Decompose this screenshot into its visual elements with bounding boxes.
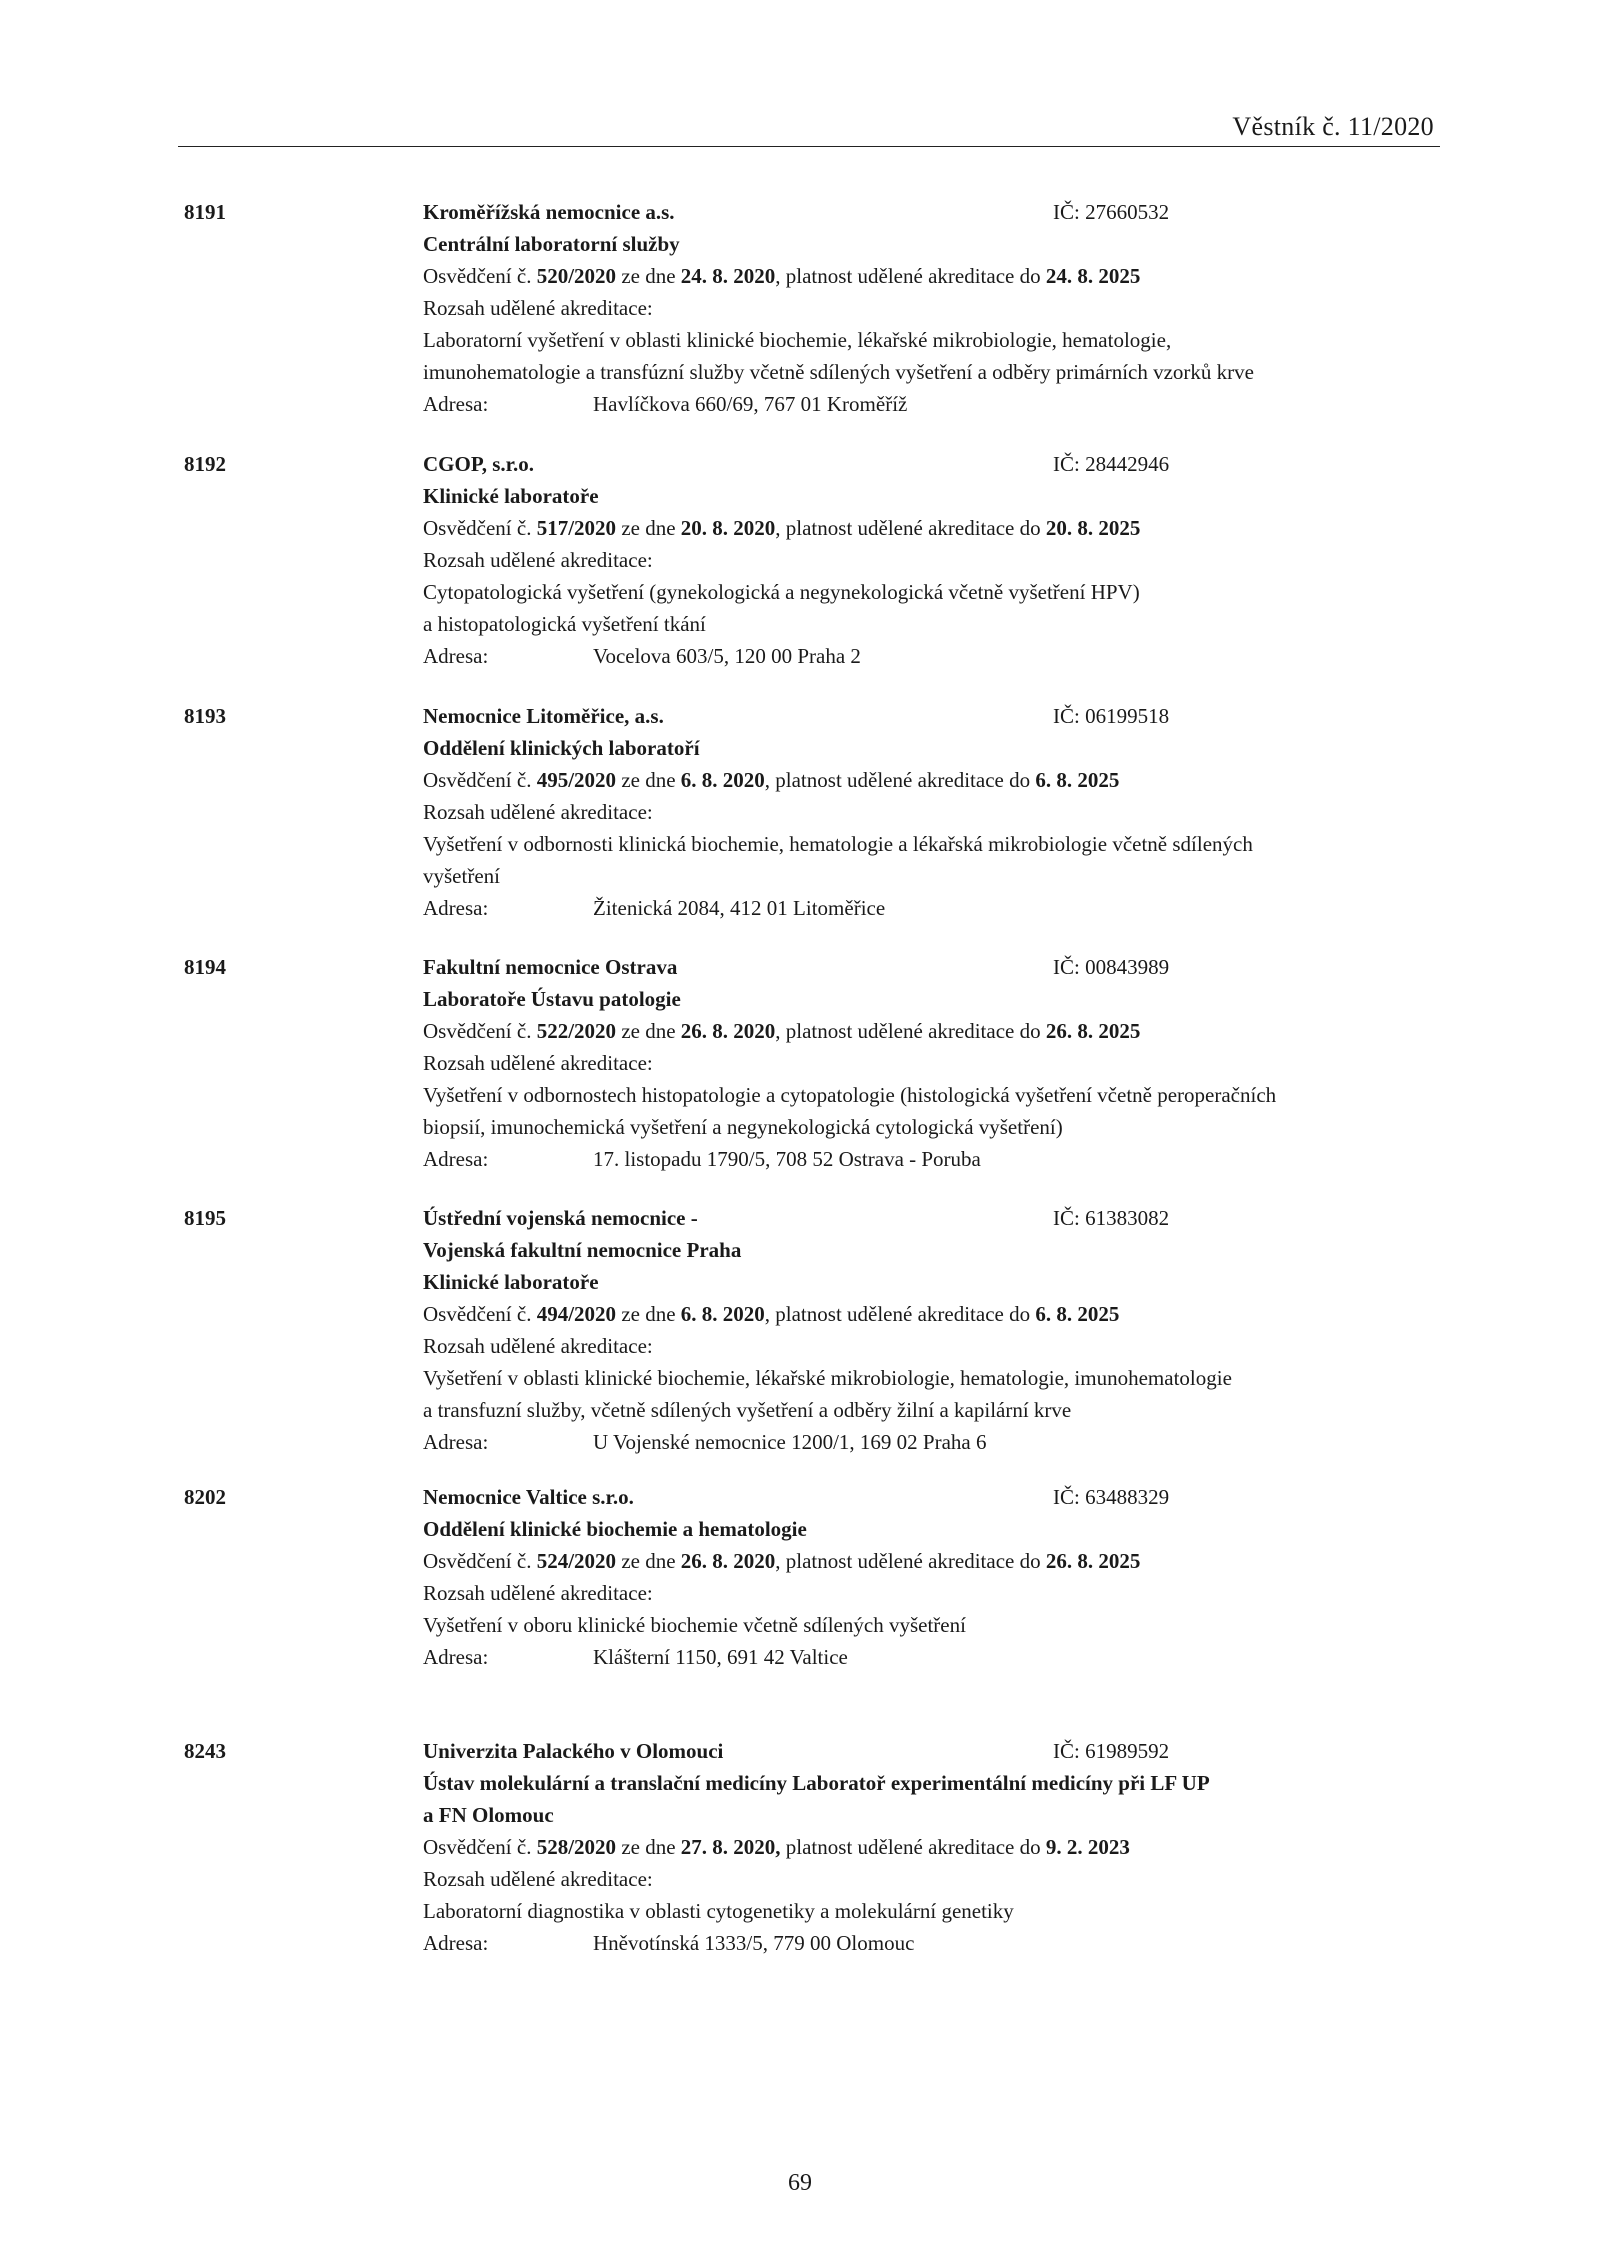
address-row <box>423 892 1423 924</box>
cert-mid: , platnost udělené akreditace do <box>775 1019 1046 1043</box>
cert-date: 24. 8. 2020 <box>680 264 776 288</box>
cert-number: 520/2020 <box>536 264 617 288</box>
scope-text: a histopatologická vyšetření tkání <box>423 612 706 636</box>
address-value: Havlíčkova 660/69, 767 01 Kroměříž <box>593 392 908 416</box>
org-row <box>423 700 1423 732</box>
cert-mid: ze dne <box>616 768 681 792</box>
cert-number: 517/2020 <box>536 516 617 540</box>
entry-number: 8195 <box>184 1206 226 1230</box>
scope-label: Rozsah udělené akreditace: <box>423 1051 653 1075</box>
address-value: Klášterní 1150, 691 42 Valtice <box>593 1645 848 1669</box>
address-value: U Vojenské nemocnice 1200/1, 169 02 Praha 6 <box>593 1430 987 1454</box>
org-name: Fakultní nemocnice Ostrava <box>423 955 678 979</box>
department-line: Centrální laboratorní služby <box>423 232 680 256</box>
address-row <box>423 1426 1423 1458</box>
address-row <box>423 1927 1423 1959</box>
department-line: Klinické laboratoře <box>423 1270 599 1294</box>
scope-text: Laboratorní vyšetření v oblasti klinické biochemie, lékařské mikrobiologie, hematologie, <box>423 328 1172 352</box>
department-line: Ústav molekulární a translační medicíny Laboratoř experimentální medicíny při LF UP <box>423 1771 1210 1795</box>
cert-prefix: Osvědčení č. <box>423 1549 537 1573</box>
cert-mid: ze dne <box>616 1302 681 1326</box>
org-name: Nemocnice Valtice s.r.o. <box>423 1485 634 1509</box>
cert-valid-until: 6. 8. 2025 <box>1035 768 1120 792</box>
certificate-line <box>423 764 1423 796</box>
scope-text: Vyšetření v oboru klinické biochemie včetně sdílených vyšetření <box>423 1613 966 1637</box>
address-value: Žitenická 2084, 412 01 Litoměřice <box>593 896 886 920</box>
scope-label: Rozsah udělené akreditace: <box>423 800 653 824</box>
cert-date: 6. 8. 2020 <box>680 1302 765 1326</box>
entry-body <box>423 700 1423 924</box>
org-row <box>423 1481 1423 1513</box>
entry-number: 8243 <box>184 1739 226 1763</box>
entry-body <box>423 448 1423 672</box>
cert-number: 524/2020 <box>536 1549 617 1573</box>
scope-label: Rozsah udělené akreditace: <box>423 1334 653 1358</box>
address-label: Adresa: <box>423 1645 489 1669</box>
certificate-line <box>423 1015 1423 1047</box>
department-line: a FN Olomouc <box>423 1803 554 1827</box>
entry-body <box>423 1735 1423 1959</box>
cert-mid: ze dne <box>616 1835 681 1859</box>
org-ico: IČ: 61989592 <box>1053 1739 1170 1763</box>
scope-text: Cytopatologická vyšetření (gynekologická a negynekologická včetně vyšetření HPV) <box>423 580 1140 604</box>
scope-text: biopsií, imunochemická vyšetření a negynekologická cytologická vyšetření) <box>423 1115 1063 1139</box>
cert-mid: ze dne <box>616 1019 681 1043</box>
cert-mid: , platnost udělené akreditace do <box>775 264 1046 288</box>
cert-prefix: Osvědčení č. <box>423 1019 537 1043</box>
cert-prefix: Osvědčení č. <box>423 516 537 540</box>
org-ico: IČ: 63488329 <box>1053 1485 1170 1509</box>
cert-prefix: Osvědčení č. <box>423 1835 537 1859</box>
org-ico: IČ: 06199518 <box>1053 704 1170 728</box>
scope-text: Vyšetření v odbornostech histopatologie a cytopatologie (histologická vyšetření včetně peroperačních <box>423 1083 1277 1107</box>
address-label: Adresa: <box>423 644 489 668</box>
certificate-line <box>423 1831 1423 1863</box>
page-number: 69 <box>788 2170 812 2196</box>
scope-label: Rozsah udělené akreditace: <box>423 548 653 572</box>
entry-number: 8193 <box>184 704 226 728</box>
entry-number: 8192 <box>184 452 226 476</box>
department-line: Oddělení klinické biochemie a hematologie <box>423 1517 807 1541</box>
org-name: Nemocnice Litoměřice, a.s. <box>423 704 664 728</box>
cert-prefix: Osvědčení č. <box>423 1302 537 1326</box>
department-line: Vojenská fakultní nemocnice Praha <box>423 1238 742 1262</box>
cert-valid-until: 20. 8. 2025 <box>1045 516 1141 540</box>
journal-title: Věstník č. 11/2020 <box>1232 112 1434 141</box>
scope-text: Vyšetření v oblasti klinické biochemie, lékařské mikrobiologie, hematologie, imunohematologie <box>423 1366 1232 1390</box>
cert-date: 26. 8. 2020 <box>680 1019 776 1043</box>
entry-body <box>423 196 1423 420</box>
org-row <box>423 1202 1423 1234</box>
scope-label: Rozsah udělené akreditace: <box>423 296 653 320</box>
certificate-line <box>423 1545 1423 1577</box>
org-row <box>423 196 1423 228</box>
address-row <box>423 1641 1423 1673</box>
cert-valid-until: 26. 8. 2025 <box>1045 1549 1141 1573</box>
cert-valid-until: 9. 2. 2023 <box>1045 1835 1130 1859</box>
address-label: Adresa: <box>423 1147 489 1171</box>
org-name: Ústřední vojenská nemocnice - <box>423 1206 698 1230</box>
cert-valid-until: 24. 8. 2025 <box>1045 264 1141 288</box>
cert-number: 494/2020 <box>536 1302 617 1326</box>
cert-mid: ze dne <box>616 264 681 288</box>
certificate-line <box>423 512 1423 544</box>
cert-mid: , platnost udělené akreditace do <box>775 516 1046 540</box>
cert-prefix: Osvědčení č. <box>423 264 537 288</box>
address-value: Vocelova 603/5, 120 00 Praha 2 <box>593 644 861 668</box>
cert-mid: , platnost udělené akreditace do <box>764 1302 1036 1326</box>
org-row <box>423 448 1423 480</box>
cert-date: 20. 8. 2020 <box>680 516 776 540</box>
cert-mid: platnost udělené akreditace do <box>780 1835 1046 1859</box>
entry-body <box>423 1481 1423 1673</box>
org-ico: IČ: 27660532 <box>1053 200 1170 224</box>
department-line: Klinické laboratoře <box>423 484 599 508</box>
cert-number: 528/2020 <box>536 1835 617 1859</box>
scope-text: a transfuzní služby, včetně sdílených vyšetření a odběry žilní a kapilární krve <box>423 1398 1072 1422</box>
cert-prefix: Osvědčení č. <box>423 768 537 792</box>
address-value: 17. listopadu 1790/5, 708 52 Ostrava - Poruba <box>593 1147 981 1171</box>
cert-number: 522/2020 <box>536 1019 617 1043</box>
entry-number: 8194 <box>184 955 226 979</box>
org-row <box>423 1735 1423 1767</box>
org-ico: IČ: 00843989 <box>1053 955 1170 979</box>
cert-valid-until: 6. 8. 2025 <box>1035 1302 1120 1326</box>
scope-text: Vyšetření v odbornosti klinická biochemie, hematologie a lékařská mikrobiologie včetně sdílených <box>423 832 1253 856</box>
address-row <box>423 388 1423 420</box>
org-ico: IČ: 28442946 <box>1053 452 1170 476</box>
entry-body <box>423 951 1423 1175</box>
scope-label: Rozsah udělené akreditace: <box>423 1867 653 1891</box>
address-row <box>423 1143 1423 1175</box>
certificate-line <box>423 260 1423 292</box>
address-label: Adresa: <box>423 896 489 920</box>
scope-label: Rozsah udělené akreditace: <box>423 1581 653 1605</box>
certificate-line <box>423 1298 1423 1330</box>
org-name: Univerzita Palackého v Olomouci <box>423 1739 724 1763</box>
scope-text: vyšetření <box>423 864 500 888</box>
department-line: Laboratoře Ústavu patologie <box>423 987 681 1011</box>
cert-mid: ze dne <box>616 516 681 540</box>
entry-number: 8202 <box>184 1485 226 1509</box>
cert-date: 6. 8. 2020 <box>680 768 765 792</box>
scope-text: imunohematologie a transfúzní služby včetně sdílených vyšetření a odběry primárních vzorků krve <box>423 360 1254 384</box>
address-label: Adresa: <box>423 392 489 416</box>
cert-date: 26. 8. 2020 <box>680 1549 776 1573</box>
scope-text: Laboratorní diagnostika v oblasti cytogenetiky a molekulární genetiky <box>423 1899 1014 1923</box>
cert-mid: , platnost udělené akreditace do <box>764 768 1036 792</box>
address-row <box>423 640 1423 672</box>
cert-mid: , platnost udělené akreditace do <box>775 1549 1046 1573</box>
cert-number: 495/2020 <box>536 768 617 792</box>
page-header <box>178 112 1440 147</box>
cert-mid: ze dne <box>616 1549 681 1573</box>
org-row <box>423 951 1423 983</box>
entry-number: 8191 <box>184 200 226 224</box>
department-line: Oddělení klinických laboratoří <box>423 736 700 760</box>
cert-valid-until: 26. 8. 2025 <box>1045 1019 1141 1043</box>
org-name: CGOP, s.r.o. <box>423 452 535 476</box>
entry-body <box>423 1202 1423 1458</box>
org-ico: IČ: 61383082 <box>1053 1206 1170 1230</box>
address-label: Adresa: <box>423 1430 489 1454</box>
cert-date: 27. 8. 2020, <box>680 1835 781 1859</box>
address-label: Adresa: <box>423 1931 489 1955</box>
org-name: Kroměřížská nemocnice a.s. <box>423 200 675 224</box>
address-value: Hněvotínská 1333/5, 779 00 Olomouc <box>593 1931 915 1955</box>
